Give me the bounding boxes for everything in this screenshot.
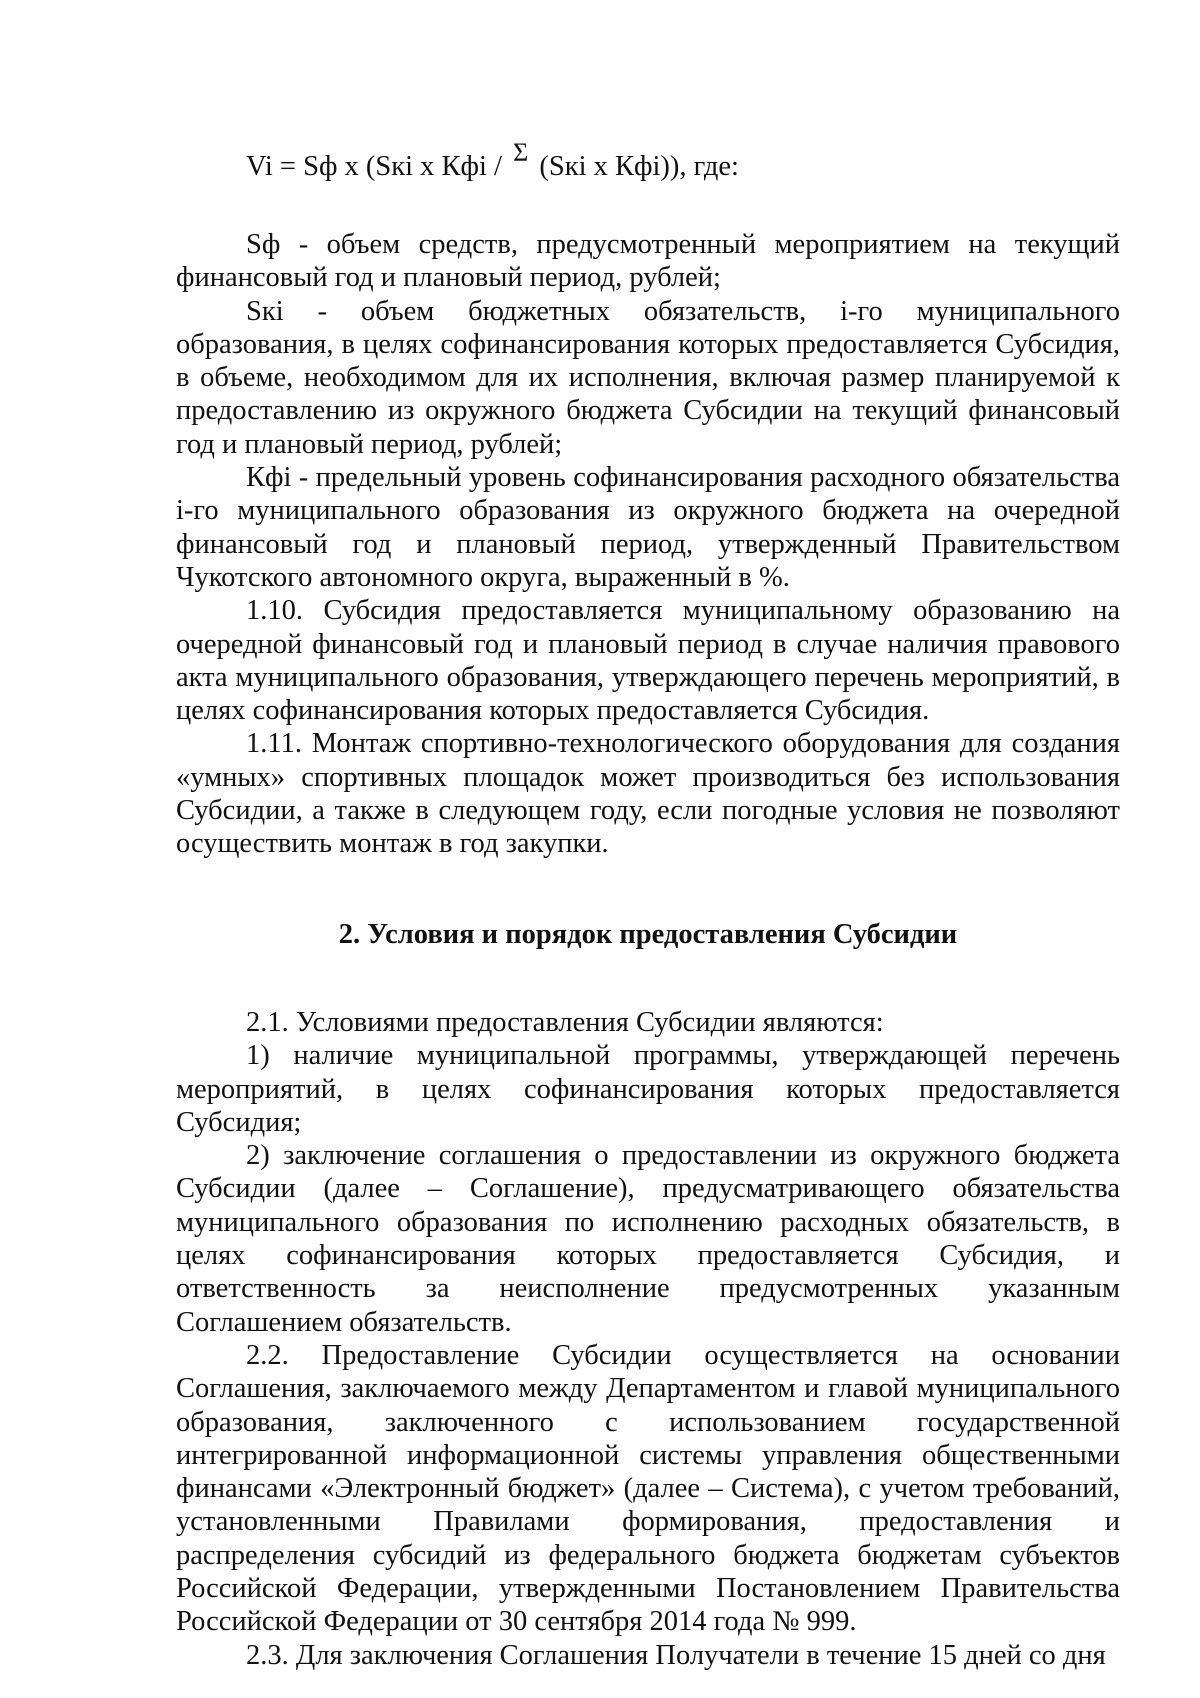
paragraph-2-2: 2.2. Предоставление Субсидии осуществляется на основании Соглашения, заключаемого между Департаментом и главой муниципального образования, заключенного с использованием государственной интегрированной информационной системы управления общественными финансами «Электронный бюджет» (далее – Система), с учетом требований, установленными Правилами формирования, предоставления и распределения субсидий из федерального бюджета бюджетам субъектов Российской Федерации, утвержденными Постановлением Правительства Российской Федерации от 30 сентября 2014 года № 999. xyxy=(176,1339,1120,1638)
paragraph-ski-definition: Sкi - объем бюджетных обязательств, i-го муниципального образования, в целях софинансирования которых предоставляется Субсидия, в объеме, необходимом для их исполнения, включая размер планируемой к предоставлению из окружного бюджета Субсидии на текущий финансовый год и плановый период, рублей; xyxy=(176,295,1120,460)
paragraph-kfi-definition: Кфi - предельный уровень софинансирования расходного обязательства i-го муниципального образования из окружного бюджета на очередной финансовый год и плановый период, утвержденный Правительством Чукотского автономного округа, выраженный в %. xyxy=(176,462,1120,593)
formula-right: (Sкi х Кфi)), где: xyxy=(532,151,739,182)
subsidy-formula xyxy=(246,138,1120,198)
paragraph-sf-definition: Sф - объем средств, предусмотренный мероприятием на текущий финансовый год и плановый период, рублей; xyxy=(176,229,1120,294)
paragraph-1-10: 1.10. Субсидия предоставляется муниципальному образованию на очередной финансовый год и плановый период в случае наличия правового акта муниципального образования, утверждающего перечень мероприятий, в целях софинансирования которых предоставляется Субсидия. xyxy=(176,595,1120,727)
sigma-symbol: Σ xyxy=(513,138,529,167)
paragraph-2-1-item-2: 2) заключение соглашения о предоставлении из окружного бюджета Субсидии (далее – Соглашение), предусматривающего обязательства муниципального образования по исполнению расходных обязательств, в целях софинансирования которых предоставляется Субсидия, и ответственность за неисполнение предусмотренных указанным Соглашением обязательств. xyxy=(176,1140,1120,1338)
formula-left: Vi = Sф х (Sкi х Кфi / xyxy=(246,151,510,182)
paragraph-2-1-item-1: 1) наличие муниципальной программы, утверждающей перечень мероприятий, в целях софинансирования которых предоставляется Субсидия; xyxy=(176,1040,1120,1138)
paragraph-1-11: 1.11. Монтаж спортивно-технологического оборудования для создания «умных» спортивных площадок может производиться без использования Субсидии, а также в следующем году, если погодные условия не позволяют осуществить монтаж в год закупки. xyxy=(176,728,1120,860)
paragraph-2-3: 2.3. Для заключения Соглашения Получатели в течение 15 дней со дня xyxy=(246,1639,1106,1671)
section-heading: 2. Условия и порядок предоставления Субсидии xyxy=(338,918,958,950)
paragraph-2-1: 2.1. Условиями предоставления Субсидии являются: xyxy=(246,1006,884,1038)
document-page xyxy=(176,138,1120,1672)
